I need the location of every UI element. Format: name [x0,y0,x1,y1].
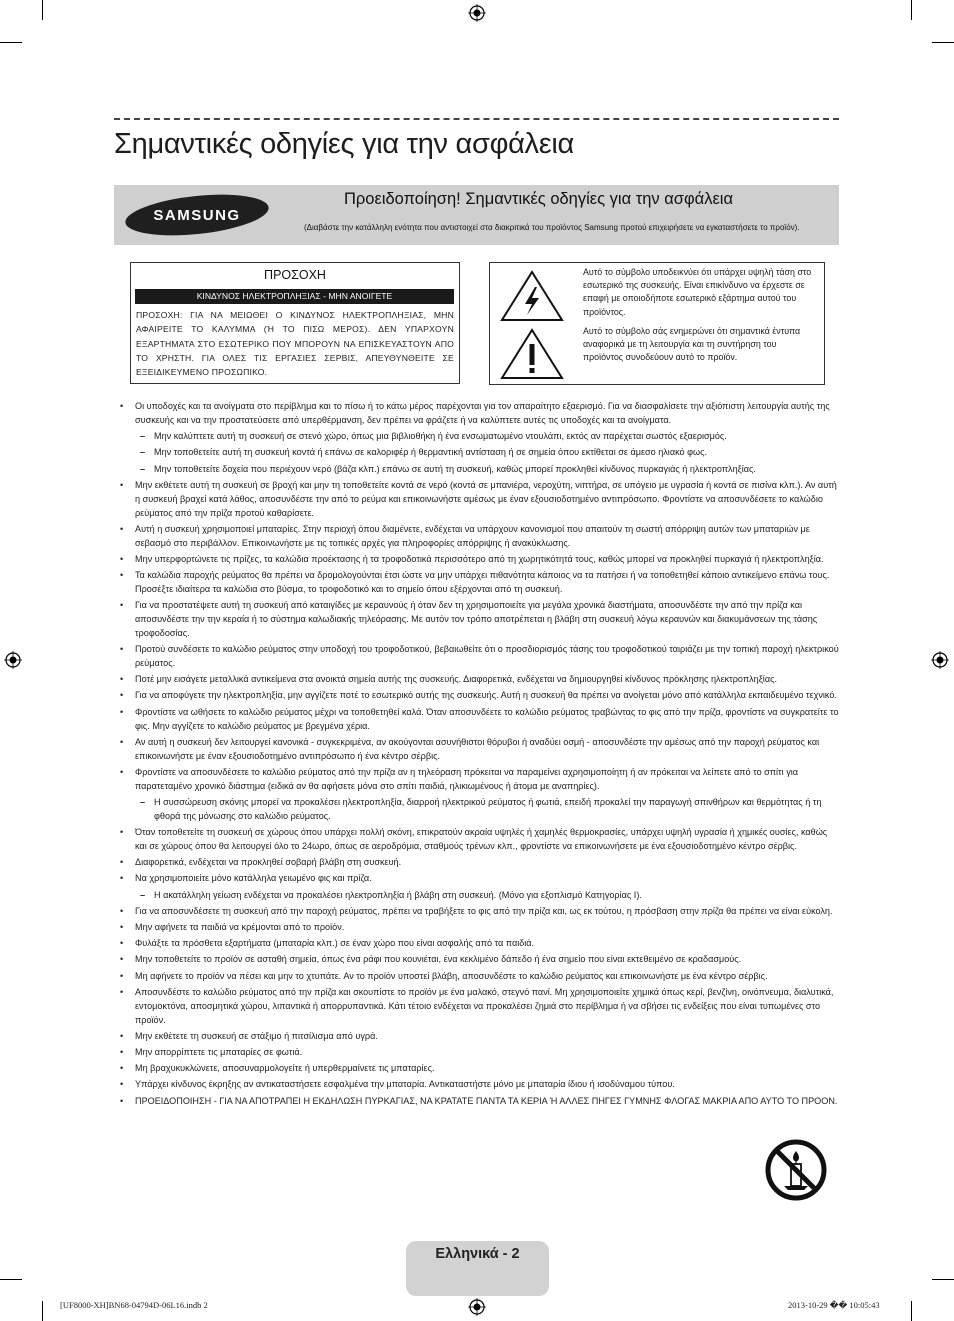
list-item: • ΠΡΟΕΙΔΟΠΟΙΗΣΗ - ΓΙΑ ΝΑ ΑΠΟΤΡΑΠΕΙ Η ΕΚΔΗΛΩΣΗ ΠΥΡΚΑΓΙΑΣ, ΝΑ ΚΡΑΤΑΤΕ ΠΑΝΤΑ ΤΑ ΚΕΡΙΑ Ή ΑΛΛΕΣ ΠΗΓΕΣ ΓΥΜΝΗΣ ΦΛΟΓΑΣ ΜΑΚΡΙΑ ΑΠΟ ΑΥΤΟ ΤΟ ΠΡΟΟΝ. [120,1095,840,1109]
page-number: Ελληνικά - 2 [435,1246,520,1262]
crop-mark [911,0,912,20]
list-item: • Μην εκθέτετε τη συσκευή σε στάξιμο ή πιτσίλισμα από υγρά. [120,1030,840,1044]
banner-title: Προειδοποίηση! Σημαντικές οδηγίες για την ασφάλεια [344,190,734,208]
crop-mark [42,0,43,20]
list-item: • Μη αφήνετε το προϊόν να πέσει και μην το χτυπάτε. Αν το προϊόν υποστεί βλάβη, αποσυνδέστε το καλώδιο ρεύματος και επικοινωνήστε με ένα κέντρο σέρβις. [120,970,840,984]
caution-title: ΠΡΟΣΟΧΗ [264,268,326,282]
list-item: • Να χρησιμοποιείτε μόνο κατάλληλα γειωμένο φις και πρίζα. [120,872,840,886]
samsung-logo-icon [122,193,272,237]
sub-list-item: – Μην τοποθετείτε αυτή τη συσκευή κοντά ή επάνω σε καλοριφέρ ή θερμαντική αντίσταση ή σε σημεία όπου εκτίθεται σε άμεσο ηλιακό φως. [120,446,840,460]
list-item: • Ποτέ μην εισάγετε μεταλλικά αντικείμενα στα ανοικτά σημεία αυτής της συσκευής. Διαφορετικά, ενδέχεται να δημιουργηθεί κίνδυνος πρόκλησης ηλεκτροπληξίας. [120,673,840,687]
footer-file-name: [UF8000-XH]BN68-04794D-06L16.indb 2 [60,1300,208,1310]
list-item: • Υπάρχει κίνδυνος έκρηξης αν αντικαταστήσετε εσφαλμένα την μπαταρία. Αντικαταστήστε μόνο με μπαταρία ίδιου ή ισοδύναμου τύπου. [120,1078,840,1092]
crop-mark [42,1301,43,1321]
list-item: • Μην αφήνετε τα παιδιά να κρέμονται από το προϊόν. [120,921,840,935]
list-item: • Μην υπερφορτώνετε τις πρίζες, τα καλώδια προέκτασης ή τα τροφοδοτικά περισσότερο από τη χωρητικότητά τους, καθώς μπορεί να προκληθεί πυρκαγιά ή ηλεκτροπληξία. [120,553,840,567]
list-item: • Για να αποσυνδέσετε τη συσκευή από την παροχή ρεύματος, πρέπει να τραβήξετε το φις από την πρίζα και, ως εκ τούτου, η πρόσβαση στην πρίζα θα πρέπει να είναι εύκολη. [120,905,840,919]
title-rule [114,118,839,120]
list-item: • Φυλάξτε τα πρόσθετα εξαρτήματα (μπαταρία κλπ.) σε έναν χώρο που είναι ασφαλής από τα παιδιά. [120,937,840,951]
list-item: • Για να αποφύγετε την ηλεκτροπληξία, μην αγγίζετε ποτέ το εσωτερικό αυτής της συσκευής. Αυτή η συσκευή θα πρέπει να ανοίγεται μόνο από κατάλληλα εκπαιδευμένο τεχνικό. [120,689,840,703]
list-item: • Για να προστατέψετε αυτή τη συσκευή από καταιγίδες με κεραυνούς ή όταν δεν τη χρησιμοποιείτε για μεγάλα χρονικά διαστήματα, αποσυνδέστε την από την πρίζα και αποσυνδέστε την την κεραία ή το σύστημα καλωδιακής τηλεόρασης. Με αυτόν τον τρόπο αποτρέπεται η βλάβη στη συσκευή λόγω κεραυνών και διακυμάνσεων της τάσης τροφοδοσίας. [120,599,840,641]
warning-banner [114,185,839,245]
lightning-warning-icon [498,269,566,323]
sub-list-item: – Μην καλύπτετε αυτή τη συσκευή σε στενό χώρο, όπως μια βιβλιοθήκη ή ένα ενσωματωμένο ντουλάπι, εκτός αν παρέχεται σωστός εξαερισμός. [120,430,840,444]
caution-band: ΚΙΝΔΥΝΟΣ ΗΛΕΚΤΡΟΠΛΗΞΙΑΣ - ΜΗΝ ΑΝΟΙΓΕΤΕ [135,289,454,304]
footer-timestamp: 2013-10-29 �� 10:05:43 [788,1300,880,1310]
list-item: • Αυτή η συσκευή χρησιμοποιεί μπαταρίες. Στην περιοχή όπου διαμένετε, ενδέχεται να υπάρχουν κανονισμοί που απαιτούν τη σωστή απόρριψη αυτών των μπαταριών με σεβασμό στο περιβάλλον. Επικοινωνήστε με τις τοπικές αρχές για πληροφορίες απόρριψης ή ανακύκλωσης. [120,523,840,551]
list-item: • Αποσυνδέστε το καλώδιο ρεύματος από την πρίζα και σκουπίστε το προϊόν με ένα μαλακό, στεγνό πανί. Μη χρησιμοποιείτε χημικά όπως κερί, βενζίνη, οινόπνευμα, διαλυτικά, εντομοκτόνα, αποσμητικά χώρου, λιπαντικά ή απορρυπαντικά. Κάτι τέτοιο ενδέχεται να προκαλέσει ζημιά στο περίβλημα ή να σβήσει τις ενδείξεις που είναι τυπωμένες στο προϊόν. [120,986,840,1028]
registration-mark-icon [931,651,949,669]
sub-list-item: – Μην τοποθετείτε δοχεία που περιέχουν νερό (βάζα κλπ.) επάνω σε αυτή τη συσκευή, καθώς μπορεί προκληθεί κίνδυνος πυρκαγιάς ή ηλεκτροπληξίας. [120,463,840,477]
sub-list-item: – Η ακατάλληλη γείωση ενδέχεται να προκαλέσει ηλεκτροπληξία ή βλάβη στη συσκευή. (Μόνο για εξοπλισμό Κατηγορίας I). [120,889,840,903]
list-item: • Τα καλώδια παροχής ρεύματος θα πρέπει να δρομολογούνται έτσι ώστε να μην υπάρχει πιθανότητα κάποιος να τα πατήσει ή να τοποθετηθεί κάποιο αντικείμενο επάνω τους. Προσέξτε ιδιαίτερα τα καλώδια στο βύσμα, το τροφοδοτικό και το σημείο όπου εξέρχονται από τη συσκευή. [120,569,840,597]
list-item: • Μην τοποθετείτε το προϊόν σε ασταθή σημεία, όπως ένα ράφι που κουνιέται, ένα κεκλιμένο δάπεδο ή ένα σημείο που είναι εκτεθειμένο σε κραδασμούς. [120,953,840,967]
page-number-tab [406,1241,549,1296]
banner-subtitle: (Διαβάστε την κατάλληλη ενότητα που αντιστοιχεί στα διακριτικά του προϊόντος Samsung προτού επιχειρήσετε να εγκαταστήσετε το προϊόν). [304,223,800,232]
list-item: • Προτού συνδέσετε το καλώδιο ρεύματος στην υποδοχή του τροφοδοτικού, βεβαιωθείτε ότι ο προσδιορισμός τάσης του τροφοδοτικού ταιριάζει με την τοπική παροχή ηλεκτρικού ρεύματος. [120,643,840,671]
no-open-flame-icon [764,1138,828,1202]
list-item: • Φροντίστε να ωθήσετε το καλώδιο ρεύματος μέχρι να τοποθετηθεί καλά. Όταν αποσυνδέετε το καλώδιο ρεύματος τραβώντας το φις από την πρίζα, φροντίστε να συγκρατείτε το φις. Μην αγγίζετε το καλώδιο ρεύματος με βρεγμένα χέρια. [120,706,840,734]
list-item: • Φροντίστε να αποσυνδέσετε το καλώδιο ρεύματος από την πρίζα αν η τηλεόραση πρόκειται να παραμείνει αχρησιμοποίητη ή αν πρόκειται να λείπετε από το σπίτι για παρατεταμένο χρονικό διάστημα (ειδικά αν θα αφήσετε μόνα στο σπίτι παιδιά, ηλικιωμένους ή άτομα με αναπηρίες). [120,766,840,794]
crop-mark [932,42,954,43]
caution-body: ΠΡΟΣΟΧΗ: ΓΙΑ ΝΑ ΜΕΙΩΘΕΙ Ο ΚΙΝΔΥΝΟΣ ΗΛΕΚΤΡΟΠΛΗΞΙΑΣ, ΜΗΝ ΑΦΑΙΡΕΙΤΕ ΤΟ ΚΑΛΥΜΜΑ (Ή ΤΟ ΠΙΣΩ ΜΕΡΟΣ). ΔΕΝ ΥΠΑΡΧΟΥΝ ΕΞΑΡΤΗΜΑΤΑ ΣΤΟ ΕΣΩΤΕΡΙΚΟ ΠΟΥ ΜΠΟΡΟΥΝ ΝΑ ΕΠΙΣΚΕΥΑΣΤΟΥΝ ΑΠΟ ΤΟ ΧΡΗΣΤΗ. ΓΙΑ ΟΛΕΣ ΤΙΣ ΕΡΓΑΣΙΕΣ ΣΕΡΒΙΣ, ΑΠΕΥΘΥΝΘΕΙΤΕ ΣΕ ΕΞΕΙΔΙΚΕΥΜΕΝΟ ΠΡΟΣΩΠΙΚΟ. [136,310,454,378]
crop-mark [0,42,22,43]
symbols-box [489,262,825,385]
list-item: • Μη βραχυκυκλώνετε, αποσυναρμολογείτε ή υπερθερμαίνετε τις μπαταρίες. [120,1062,840,1076]
registration-mark-icon [468,4,486,22]
list-item: • Διαφορετικά, ενδέχεται να προκληθεί σοβαρή βλάβη στη συσκευή. [120,856,840,870]
page-title: Σημαντικές οδηγίες για την ασφάλεια [114,128,574,160]
list-item: • Μην απορρίπτετε τις μπαταρίες σε φωτιά. [120,1046,840,1060]
caution-box [130,262,460,384]
list-item: • Όταν τοποθετείτε τη συσκευή σε χώρους όπου υπάρχει πολλή σκόνη, επικρατούν ακραία υψηλές ή χαμηλές θερμοκρασίες, υπάρχει υψηλή υγρασία ή χημικές ουσίες, καθώς και σε χώρους όπου θα λειτουργεί όλο το 24ωρο, όπως σε αεροδρόμια, σταθμούς τρένων κλπ., φροντίστε να επικοινωνήσετε με ένα εξουσιοδοτημένο κέντρο σέρβις. [120,826,840,854]
crop-mark [911,1301,912,1321]
list-item: • Μην εκθέτετε αυτή τη συσκευή σε βροχή και μην τη τοποθετείτε κοντά σε νερό (κοντά σε μπανιέρα, νεροχύτη, νιπτήρα, σε υπόγειο με υγρασία ή κοντά σε πισίνα κλπ.). Αν αυτή η συσκευή βραχεί κατά λάθος, αποσυνδέστε την από το ρεύμα και επικοινωνήστε αμέσως με έναν εξουσιοδοτημένο αντιπρόσωπο. Φροντίστε να αποσυνδέσετε το καλώδιο ρεύματος από την πρίζα προτού καθαρίσετε. [120,479,840,521]
symbol-text-documentation: Αυτό το σύμβολο σάς ενημερώνει ότι σημαντικά έντυπα αναφορικά με τη λειτουργία και τη συντήρηση του προϊόντος συνοδεύουν αυτό το προϊόν. [583,326,801,363]
sub-list-item: – Η συσσώρευση σκόνης μπορεί να προκαλέσει ηλεκτροπληξία, διαρροή ηλεκτρικού ρεύματος ή φωτιά, επειδή προκαλεί την παραγωγή σπινθήρων και θερμότητας ή τη φθορά της μόνωσης στο καλώδιο ρεύματος. [120,796,840,824]
symbol-text-high-voltage: Αυτό το σύμβολο υποδεικνύει ότι υπάρχει υψηλή τάση στο εσωτερικό της συσκευής. Είναι επικίνδυνο να έρχεστε σε επαφή με οποιοδήποτε εσωτερικό εξάρτημα αυτού του προϊόντος. [583,267,812,317]
crop-mark [932,1279,954,1280]
list-item: • Αν αυτή η συσκευή δεν λειτουργεί κανονικά - συγκεκριμένα, αν ακούγονται ασυνήθιστοι θόρυβοι ή αναδύει οσμή - αποσυνδέστε την αμέσως από την παροχή ρεύματος και επικοινωνήστε με έναν εξουσιοδοτημένο αντιπρόσωπο ή ένα κέντρο σέρβις. [120,736,840,764]
registration-mark-icon [468,1298,486,1316]
list-item: • Οι υποδοχές και τα ανοίγματα στο περίβλημα και το πίσω ή το κάτω μέρος παρέχονται για τον απαραίτητο εξαερισμό. Για να διασφαλίσετε την αξιόπιστη λειτουργία αυτής της συσκευής και να την προστατεύσετε από υπερθέρμανση, δεν πρέπει να φράζετε ή να καλύπτετε αυτές τις υποδοχές και τα ανοίγματα. [120,400,840,428]
exclamation-warning-icon [498,327,566,381]
safety-list [120,400,840,1111]
crop-mark [0,1279,22,1280]
registration-mark-icon [4,651,22,669]
svg-text:SAMSUNG: SAMSUNG [153,207,241,224]
